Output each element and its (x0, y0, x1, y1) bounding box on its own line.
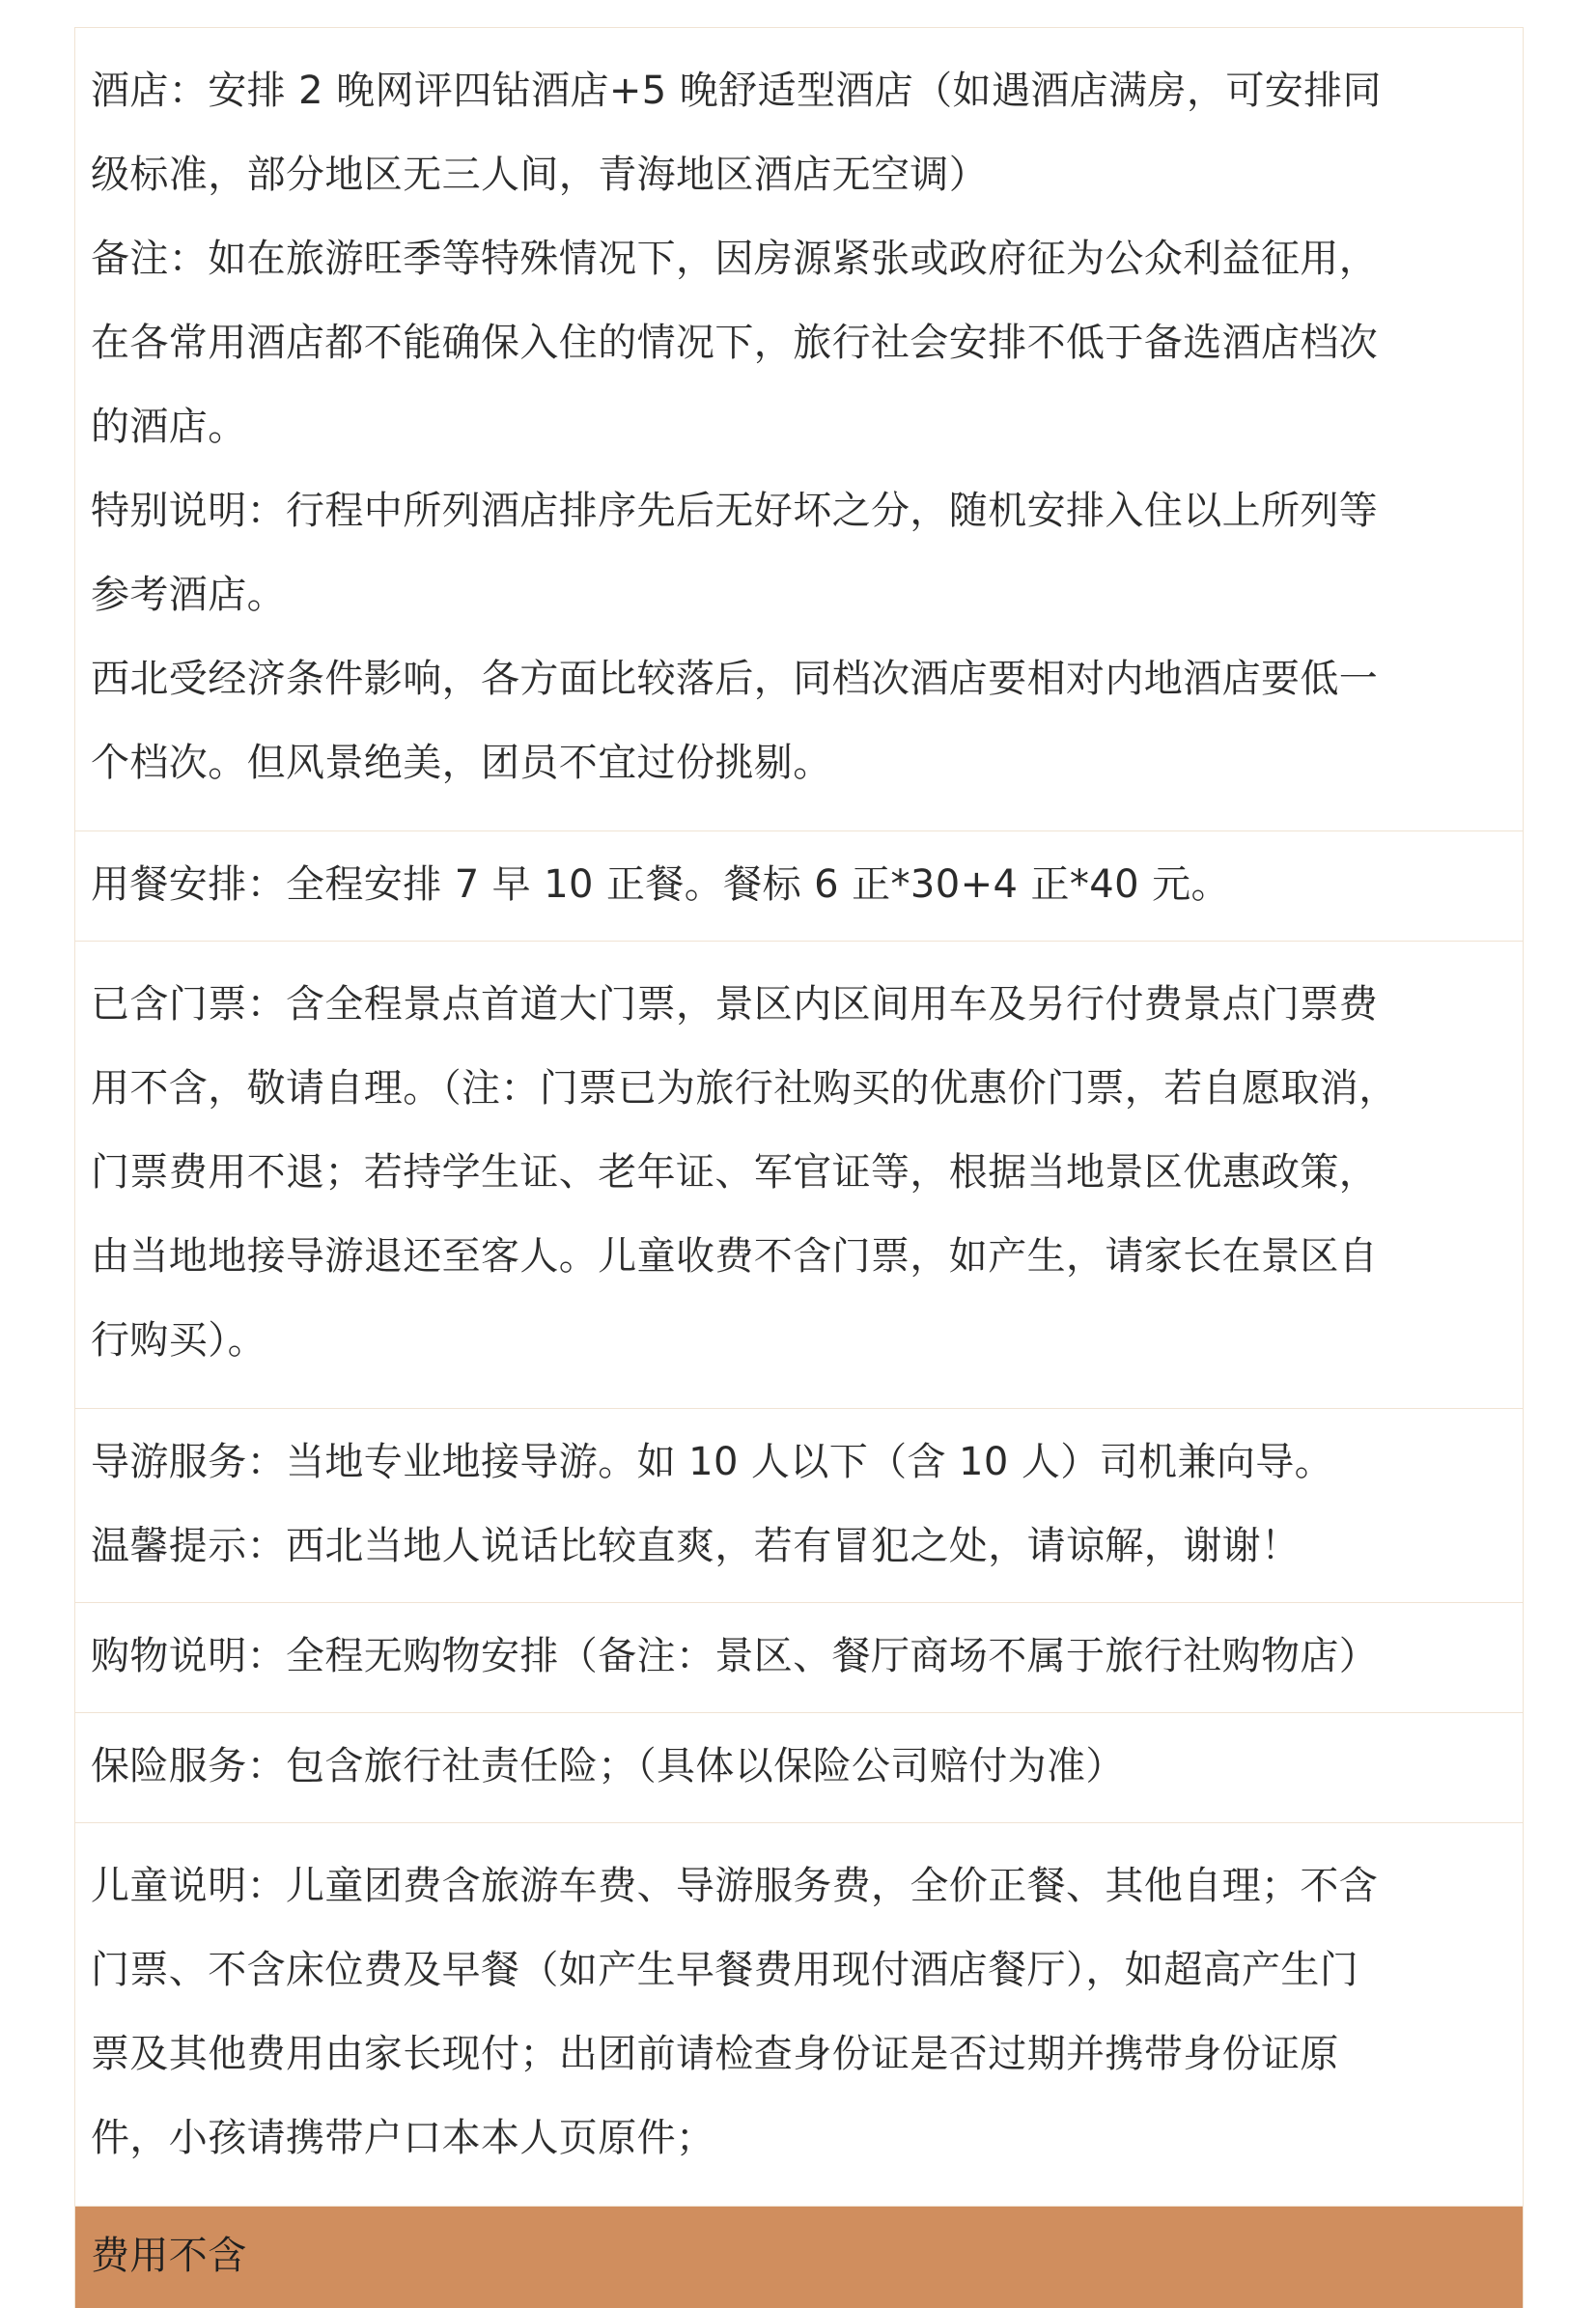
hotel-special-line: 参考酒店。 (91, 573, 286, 617)
hotel-special-line: 特别说明：行程中所列酒店排序先后无好坏之分，随机安排入住以上所列等 (91, 489, 1379, 533)
hotel-region-line: 个档次。但风景绝美，团员不宜过份挑剔。 (91, 741, 832, 785)
children-line: 门票、不含床位费及早餐（如产生早餐费用现付酒店餐厅），如超高产生门 (91, 1948, 1359, 1992)
children-line: 儿童说明：儿童团费含旅游车费、导游服务费，全价正餐、其他自理；不含 (91, 1864, 1379, 1908)
children-line: 票及其他费用由家长现付；出团前请检查身份证是否过期并携带身份证原 (91, 2032, 1339, 2076)
hotel-line: 级标准，部分地区无三人间，青海地区酒店无空调） (91, 153, 989, 197)
meals-section (75, 831, 1523, 942)
hotel-region-line: 西北受经济条件影响，各方面比较落后，同档次酒店要相对内地酒店要低一 (91, 657, 1379, 701)
hotel-note-line: 备注：如在旅游旺季等特殊情况下，因房源紧张或政府征为公众利益征用， (91, 237, 1379, 281)
guide-line: 导游服务：当地专业地接导游。如 10 人以下（含 10 人）司机兼向导。 (91, 1440, 1334, 1484)
hotel-section (75, 28, 1523, 831)
hotel-note-line: 在各常用酒店都不能确保入住的情况下，旅行社会安排不低于备选酒店档次 (91, 321, 1379, 365)
itinerary-terms-table (74, 27, 1524, 2308)
shopping-section (75, 1603, 1523, 1713)
tickets-line: 已含门票：含全程景点首道大门票，景区内区间用车及另行付费景点门票费 (91, 982, 1379, 1027)
meals-line: 用餐安排：全程安排 7 早 10 正餐。餐标 6 正*30+4 正*40 元。 (91, 862, 1230, 907)
costs-excluded-label: 费用不含 (91, 2234, 247, 2278)
tickets-line: 行购买）。 (91, 1318, 266, 1363)
insurance-section (75, 1713, 1523, 1823)
hotel-line: 酒店：安排 2 晚网评四钻酒店+5 晚舒适型酒店（如遇酒店满房，可安排同 (91, 69, 1382, 113)
shopping-line: 购物说明：全程无购物安排（备注：景区、餐厅商场不属于旅行社购物店） (91, 1634, 1379, 1678)
tickets-section (75, 942, 1523, 1409)
guide-section (75, 1409, 1523, 1603)
tickets-line: 由当地地接导游退还至客人。儿童收费不含门票，如产生，请家长在景区自 (91, 1234, 1379, 1279)
tickets-line: 用不含，敬请自理。（注：门票已为旅行社购买的优惠价门票，若自愿取消， (91, 1066, 1398, 1111)
insurance-line: 保险服务：包含旅行社责任险；（具体以保险公司赔付为准） (91, 1744, 1125, 1788)
children-line: 件，小孩请携带户口本本人页原件； (91, 2116, 715, 2160)
tickets-line: 门票费用不退；若持学生证、老年证、军官证等，根据当地景区优惠政策， (91, 1150, 1379, 1195)
children-section (75, 1823, 1523, 2207)
hotel-note-line: 的酒店。 (91, 405, 247, 449)
tip-line: 温馨提示：西北当地人说话比较直爽，若有冒犯之处，请谅解，谢谢！ (91, 1524, 1301, 1568)
